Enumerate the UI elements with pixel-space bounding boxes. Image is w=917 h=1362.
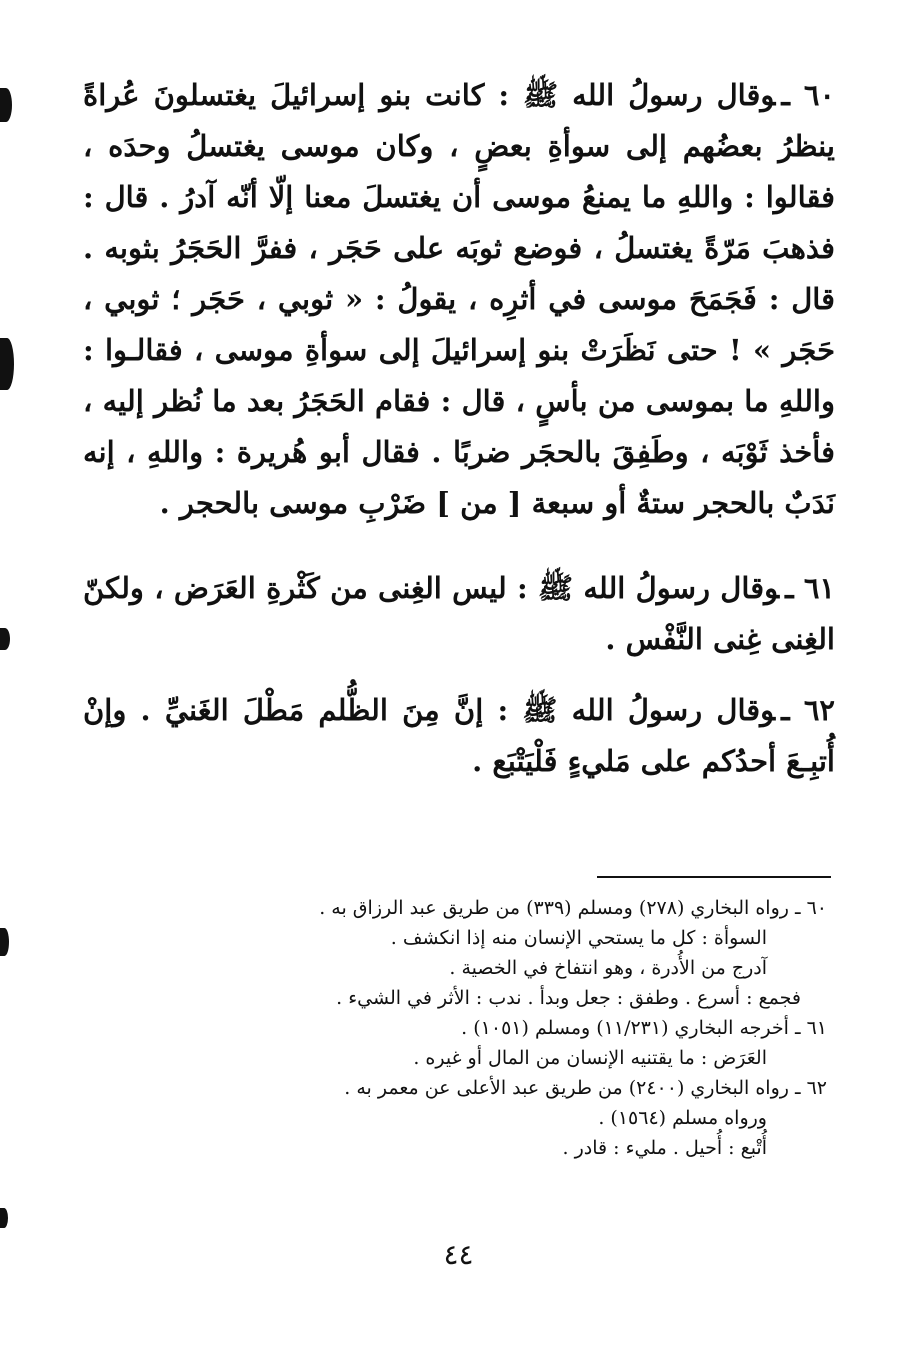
scan-edge-mark — [0, 88, 12, 122]
hadith-text: وقال رسولُ الله ﷺ : إنَّ مِنَ الظُّلم مَطْلَ الغَنيِّ . وإنْ أُتبِـعَ أحدُكم على مَليءٍ فَلْيَتْبَع . — [83, 693, 835, 778]
hadith-number: ٦٢ ـ — [781, 693, 835, 727]
footnote-line: السوأة : كل ما يستحي الإنسان منه إذا انكشف . — [390, 927, 767, 949]
footnote-line: ٦٠ ـ رواه البخاري (٢٧٨) ومسلم (٣٣٩) من طريق عبد الرزاق به . — [319, 897, 827, 919]
footnote-line: آدرج من الأُدرة ، وهو انتفاخ في الخصية . — [449, 957, 767, 979]
hadith-text: وقال رسولُ الله ﷺ : كانت بنو إسرائيلَ يغتسلونَ عُراةً ينظرُ بعضُهم إلى سوأةِ بعضٍ ، وكان موسى يغتسلُ وحدَه ، فقالوا : واللهِ ما يمنعُ موسى أن يغتسلَ معنا إلّا أنّه آدرُ . قال : فذهبَ مَرّةً يغتسلُ ، فوضع ثوبَه على حَجَر ، ففرَّ الحَجَرُ بثوبه . قال : فَجَمَحَ موسى في أثرِه ، يقولُ : « ثوبي ، حَجَر ؛ ثوبي ، حَجَر » ! حتى نَظَرَتْ بنو إسرائيلَ إلى سوأةِ موسى ، فقالـوا : واللهِ ما بموسى من بأسٍ ، قال : فقام الحَجَرُ بعد ما نُظر إليه ، فأخذ ثَوْبَه ، وطَفِقَ بالحجَر ضربًا . فقال أبو هُريرة : واللهِ ، إنه نَدَبٌ بالحجر ستةٌ أو سبعة [ من ] ضَرْبِ موسى بالحجر . — [83, 78, 835, 520]
hadith-paragraph — [83, 563, 835, 665]
scan-edge-mark — [0, 928, 9, 956]
scan-edge-mark — [0, 628, 10, 650]
footnotes-list — [127, 893, 827, 1163]
hadith-number: ٦٠ ـ — [781, 78, 836, 112]
page-number: ٤٤ — [443, 1238, 474, 1271]
hadith-number: ٦١ ـ — [785, 571, 836, 605]
footnote-line: العَرَض : ما يقتنيه الإنسان من المال أو غيره . — [413, 1047, 767, 1069]
footnote-line: ٦٢ ـ رواه البخاري (٢٤٠٠) من طريق عبد الأعلى عن معمر به . — [344, 1077, 827, 1099]
hadith-text: وقال رسولُ الله ﷺ : ليس الغِنى من كَثْرةِ العَرَض ، ولكنّ الغِنى غِنى النَّفْس . — [83, 571, 835, 656]
scan-edge-mark — [0, 338, 14, 390]
footnote-line: فجمع : أسرع . وطفق : جعل وبدأ . ندب : الأثر في الشيء . — [336, 987, 801, 1009]
scan-edge-mark — [0, 1208, 8, 1228]
hadith-paragraph — [83, 685, 835, 787]
footnote-line: ورواه مسلم (١٥٦٤) . — [598, 1107, 767, 1129]
footnote-line: أُتْبع : أُحيل . مليء : قادر . — [562, 1137, 767, 1159]
footnote-line: ٦١ ـ أخرجه البخاري (١١/٢٣١) ومسلم (١٠٥١) . — [461, 1017, 827, 1039]
hadith-paragraph — [83, 70, 835, 529]
footnote-separator — [597, 876, 831, 878]
